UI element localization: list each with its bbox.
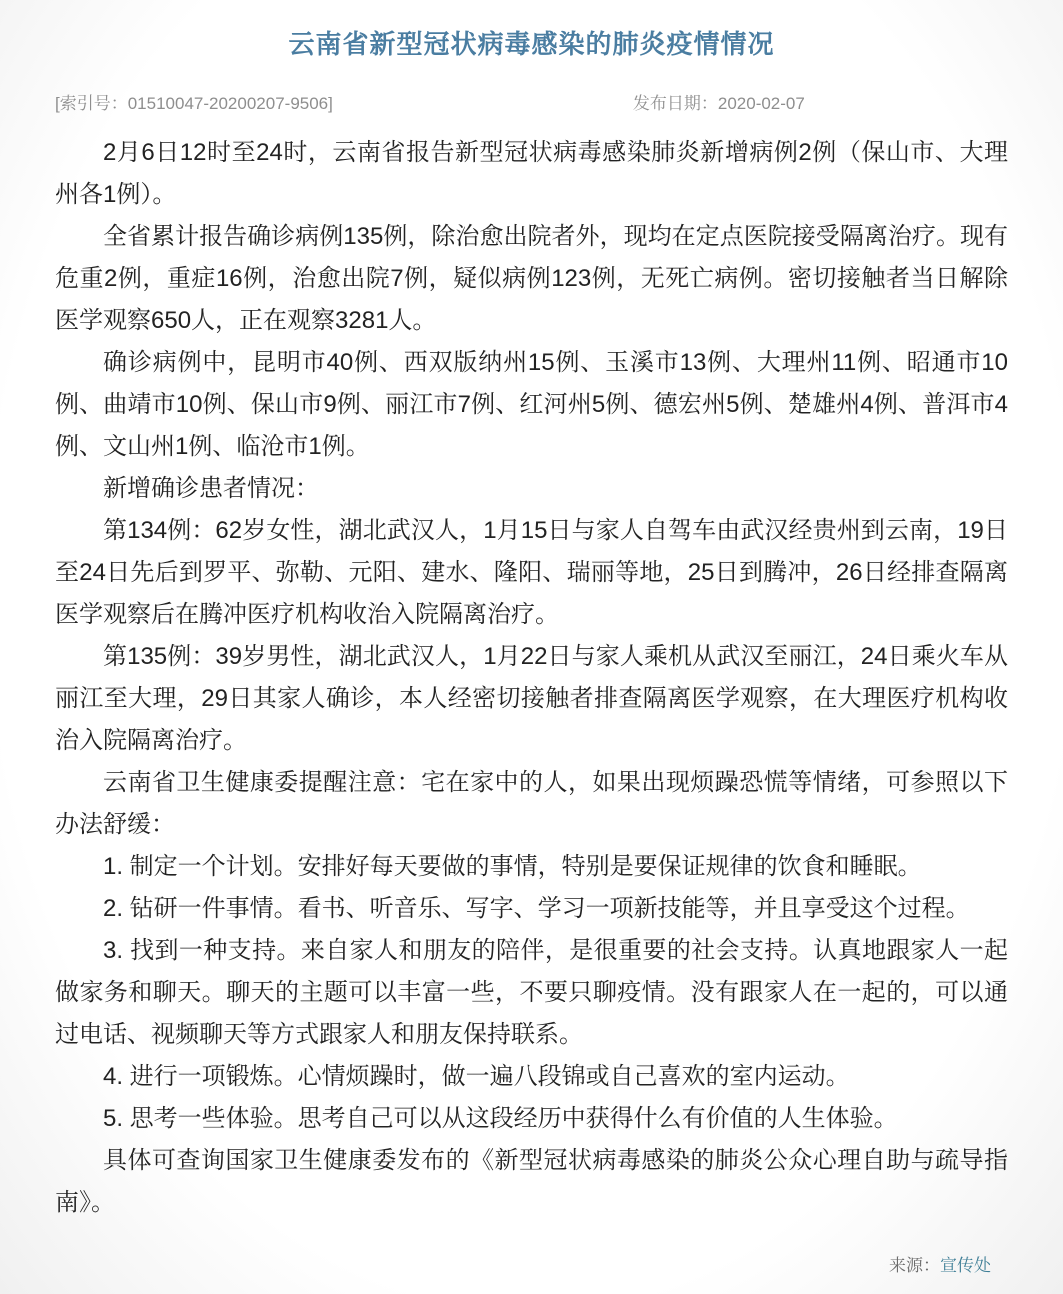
publish-date: 发布日期：2020-02-07 [632,94,805,113]
source-department-link[interactable]: 宣传处 [940,1256,991,1275]
meta-row [55,89,1008,114]
paragraph-guide-reference: 具体可查询国家卫生健康委发布的《新型冠状病毒感染的肺炎公众心理自助与疏导指南》。 [55,1147,1008,1216]
paragraph-health-reminder: 云南省卫生健康委提醒注意：宅在家中的人，如果出现烦躁恐慌等情绪，可参照以下办法舒缓： [55,769,1008,838]
article-body [55,132,1008,1224]
paragraph-new-cases: 2月6日12时至24时，云南省报告新型冠状病毒感染肺炎新增病例2例（保山市、大理州各1例）。 [55,139,1008,208]
paragraph-case-135: 第135例：39岁男性，湖北武汉人，1月22日与家人乘机从武汉至丽江，24日乘火车从丽江至大理，29日其家人确诊，本人经密切接触者排查隔离医学观察，在大理医疗机构收治入院隔离治疗。 [55,643,1008,754]
page-title: 云南省新型冠状病毒感染的肺炎疫情情况 [288,29,775,59]
paragraph-new-patients-heading: 新增确诊患者情况： [103,475,319,502]
list-item-tip-4: 4. 进行一项锻炼。心情烦躁时，做一遍八段锦或自己喜欢的室内运动。 [103,1063,850,1090]
source-row [889,1251,991,1276]
list-item-tip-5: 5. 思考一些体验。思考自己可以从这段经历中获得什么有价值的人生体验。 [103,1105,898,1132]
paragraph-city-breakdown: 确诊病例中，昆明市40例、西双版纳州15例、玉溪市13例、大理州11例、昭通市10例、曲靖市10例、保山市9例、丽江市7例、红河州5例、德宏州5例、楚雄州4例、普洱市4例、文山州1例、临沧市1例。 [55,349,1008,460]
list-item-tip-3: 3. 找到一种支持。来自家人和朋友的陪伴，是很重要的社会支持。认真地跟家人一起做家务和聊天。聊天的主题可以丰富一些，不要只聊疫情。没有跟家人在一起的，可以通过电话、视频聊天等方式跟家人和朋友保持联系。 [55,937,1008,1048]
paragraph-case-134: 第134例：62岁女性，湖北武汉人，1月15日与家人自驾车由武汉经贵州到云南，19日至24日先后到罗平、弥勒、元阳、建水、隆阳、瑞丽等地，25日到腾冲，26日经排查隔离医学观察后在腾冲医疗机构收治入院隔离治疗。 [55,517,1008,628]
list-item-tip-1: 1. 制定一个计划。安排好每天要做的事情，特别是要保证规律的饮食和睡眠。 [103,853,922,880]
list-item-tip-2: 2. 钻研一件事情。看书、听音乐、写字、学习一项新技能等，并且享受这个过程。 [103,895,970,922]
paragraph-cumulative-stats: 全省累计报告确诊病例135例，除治愈出院者外，现均在定点医院接受隔离治疗。现有危重2例，重症16例，治愈出院7例，疑似病例123例，无死亡病例。密切接触者当日解除医学观察650人，正在观察3281人。 [55,223,1008,334]
index-number: [索引号：01510047-20200207-9506] [55,94,333,113]
source-label: 来源： [889,1256,940,1275]
